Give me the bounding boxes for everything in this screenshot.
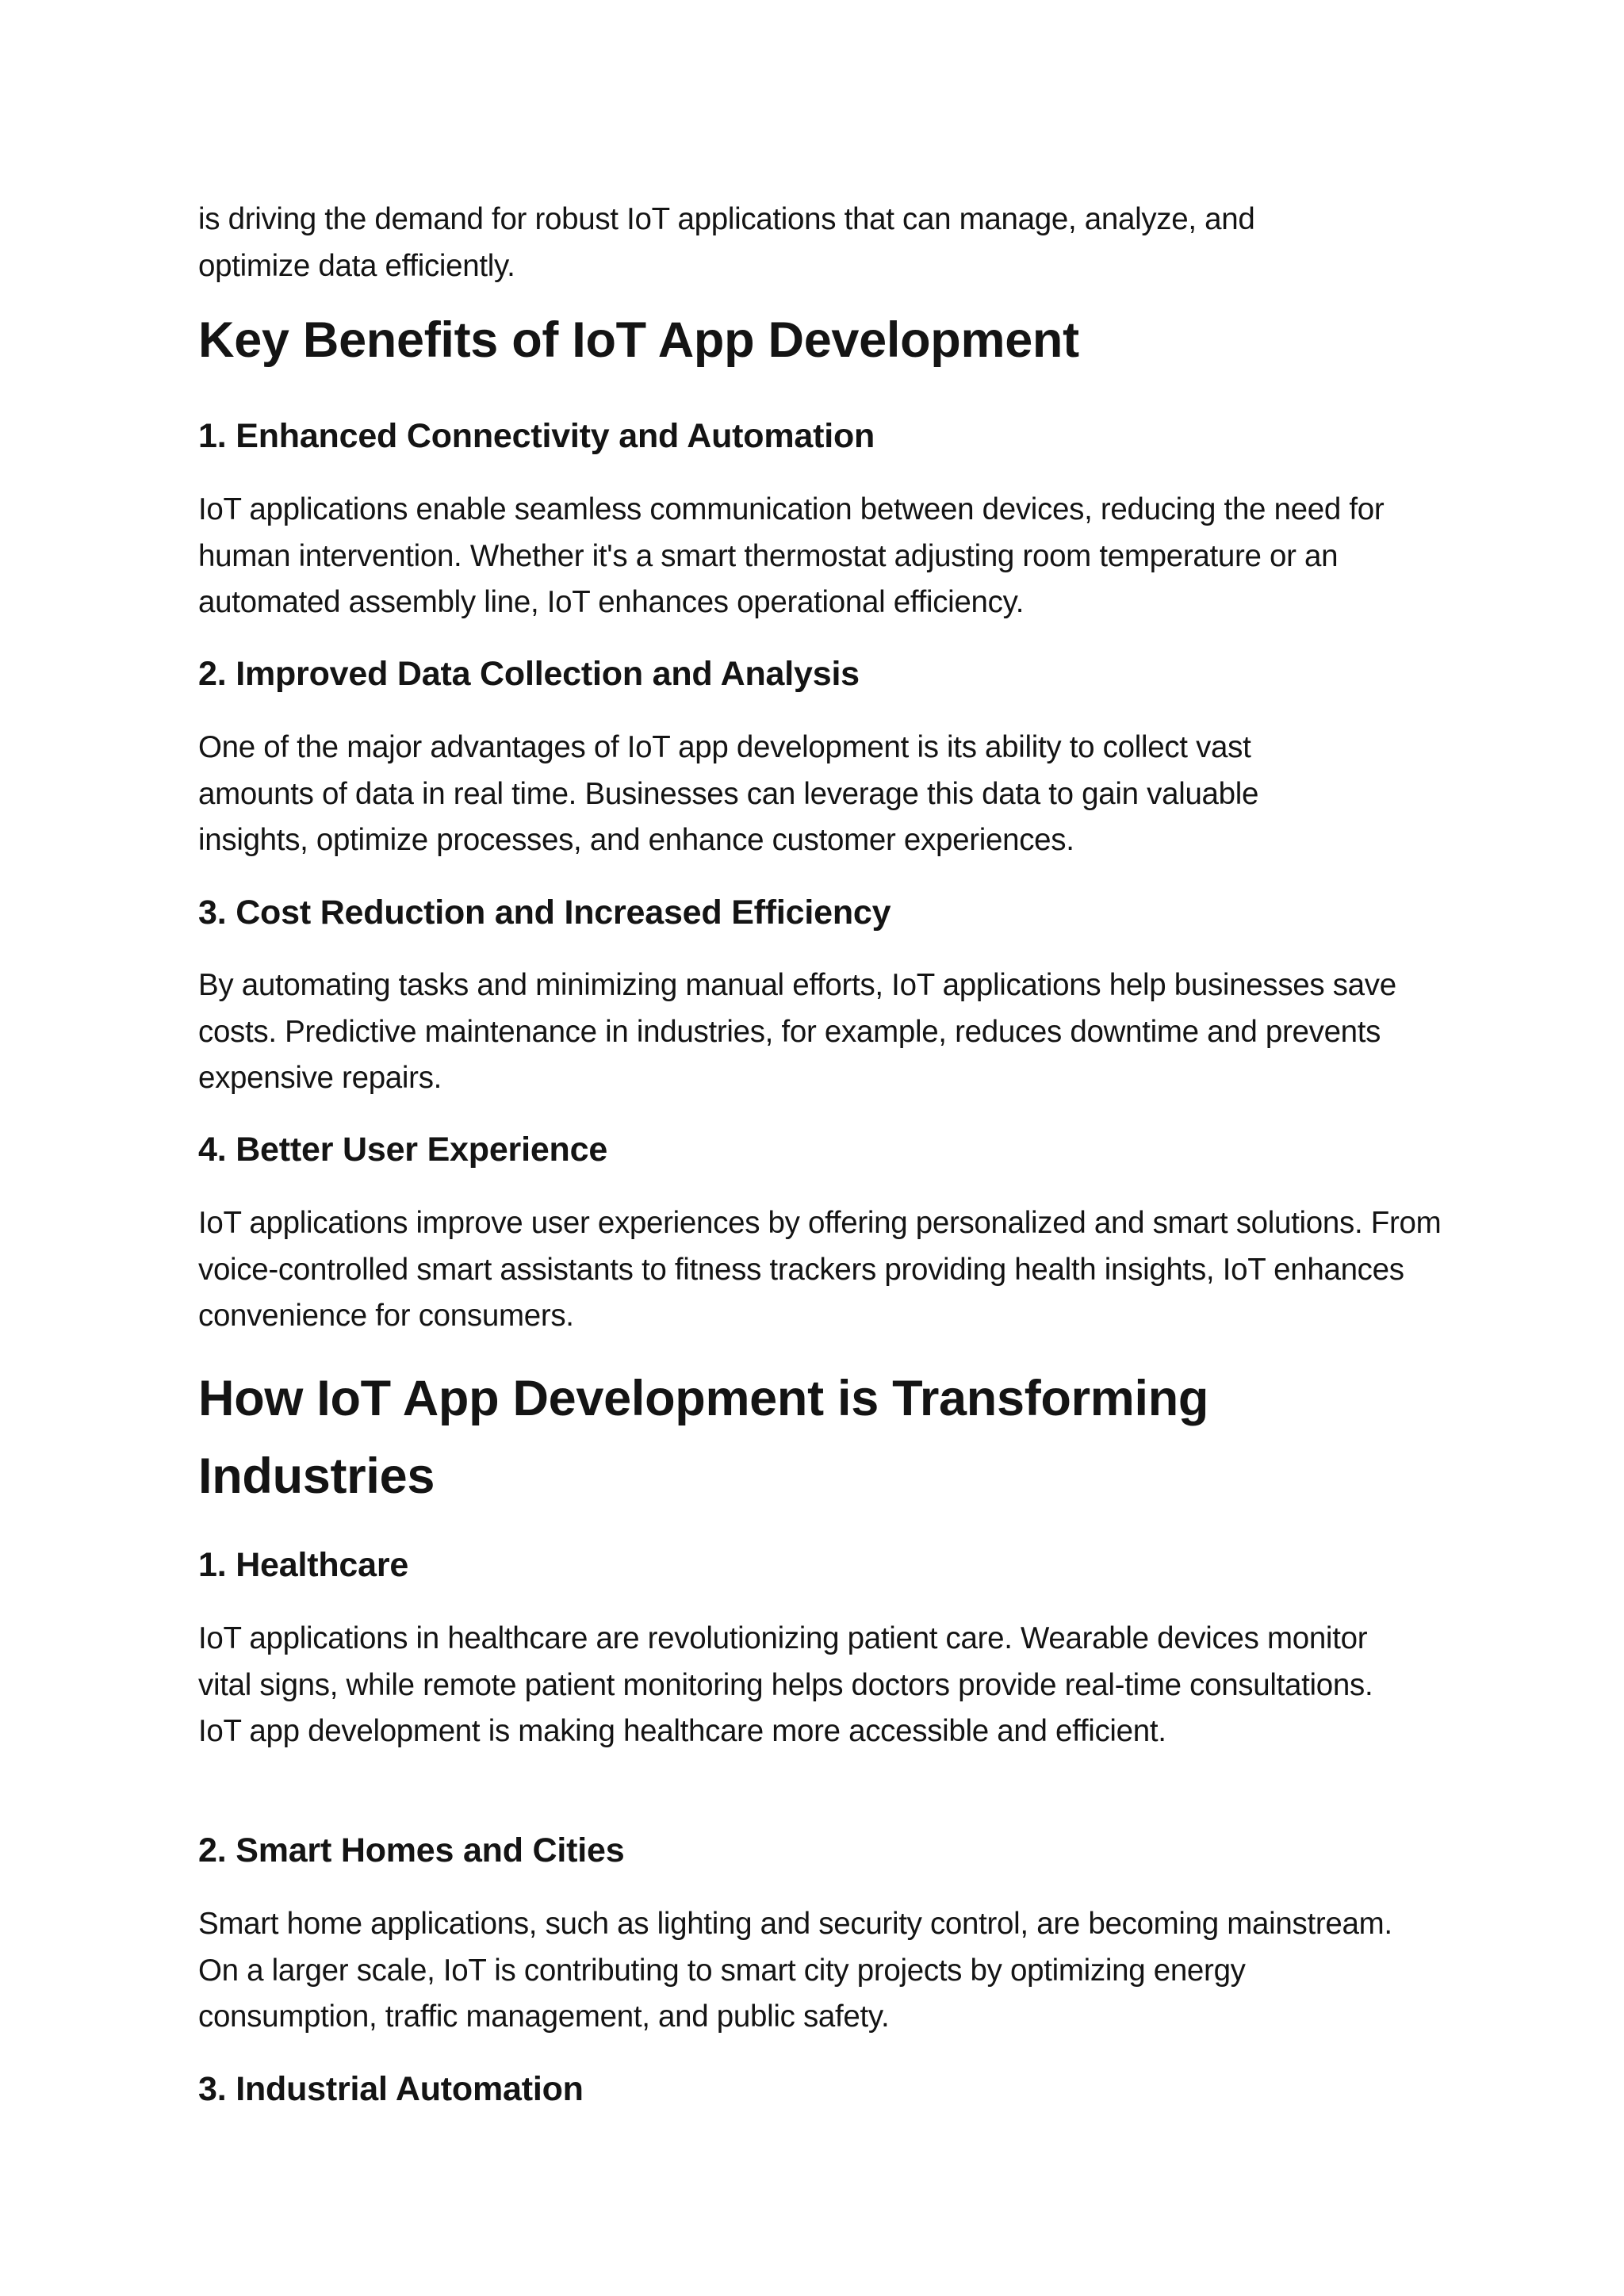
benefit-1-title: 1. Enhanced Connectivity and Automation	[198, 417, 875, 455]
benefits-heading: Key Benefits of IoT App Development	[198, 312, 1079, 368]
benefit-3-body: By automating tasks and minimizing manual efforts, IoT applications help businesses save costs. Predictive maintenance in industries, for example, reduces downtime and prevents expensive repairs.	[198, 968, 1396, 1095]
industry-1-body: IoT applications in healthcare are revolutionizing patient care. Wearable devices monitor vital signs, while remote patient monitoring helps doctors provide real-time consultations. IoT app development is making healthcare more accessible and efficient.	[198, 1621, 1373, 1748]
benefit-1-body: IoT applications enable seamless communication between devices, reducing the need for human intervention. Whether it's a smart thermostat adjusting room temperature or an automated assembly line, IoT enhances operational efficiency.	[198, 492, 1385, 619]
benefit-4-body: IoT applications improve user experiences by offering personalized and smart solutions. From voice-controlled smart assistants to fitness trackers providing health insights, IoT enhances convenience for consumers.	[198, 1206, 1442, 1333]
industry-2-body: Smart home applications, such as lighting and security control, are becoming mainstream. On a larger scale, IoT is contributing to smart city projects by optimizing energy consumption, traffic management, and public safety.	[198, 1907, 1392, 2034]
intro-paragraph: is driving the demand for robust IoT applications that can manage, analyze, and optimize data efficiently.	[198, 202, 1255, 283]
industry-2-title: 2. Smart Homes and Cities	[198, 1831, 625, 1869]
industries-heading: How IoT App Development is Transforming Industries	[198, 1371, 1209, 1504]
benefit-2-body: One of the major advantages of IoT app development is its ability to collect vast amounts of data in real time. Businesses can leverage this data to gain valuable insights, optimize processes, and enhance customer experiences.	[198, 730, 1259, 857]
benefit-3-title: 3. Cost Reduction and Increased Efficiency	[198, 894, 891, 932]
industry-1-title: 1. Healthcare	[198, 1546, 409, 1584]
benefit-4-title: 4. Better User Experience	[198, 1131, 608, 1169]
benefit-2-title: 2. Improved Data Collection and Analysis	[198, 655, 860, 693]
industry-3-title: 3. Industrial Automation	[198, 2070, 584, 2108]
